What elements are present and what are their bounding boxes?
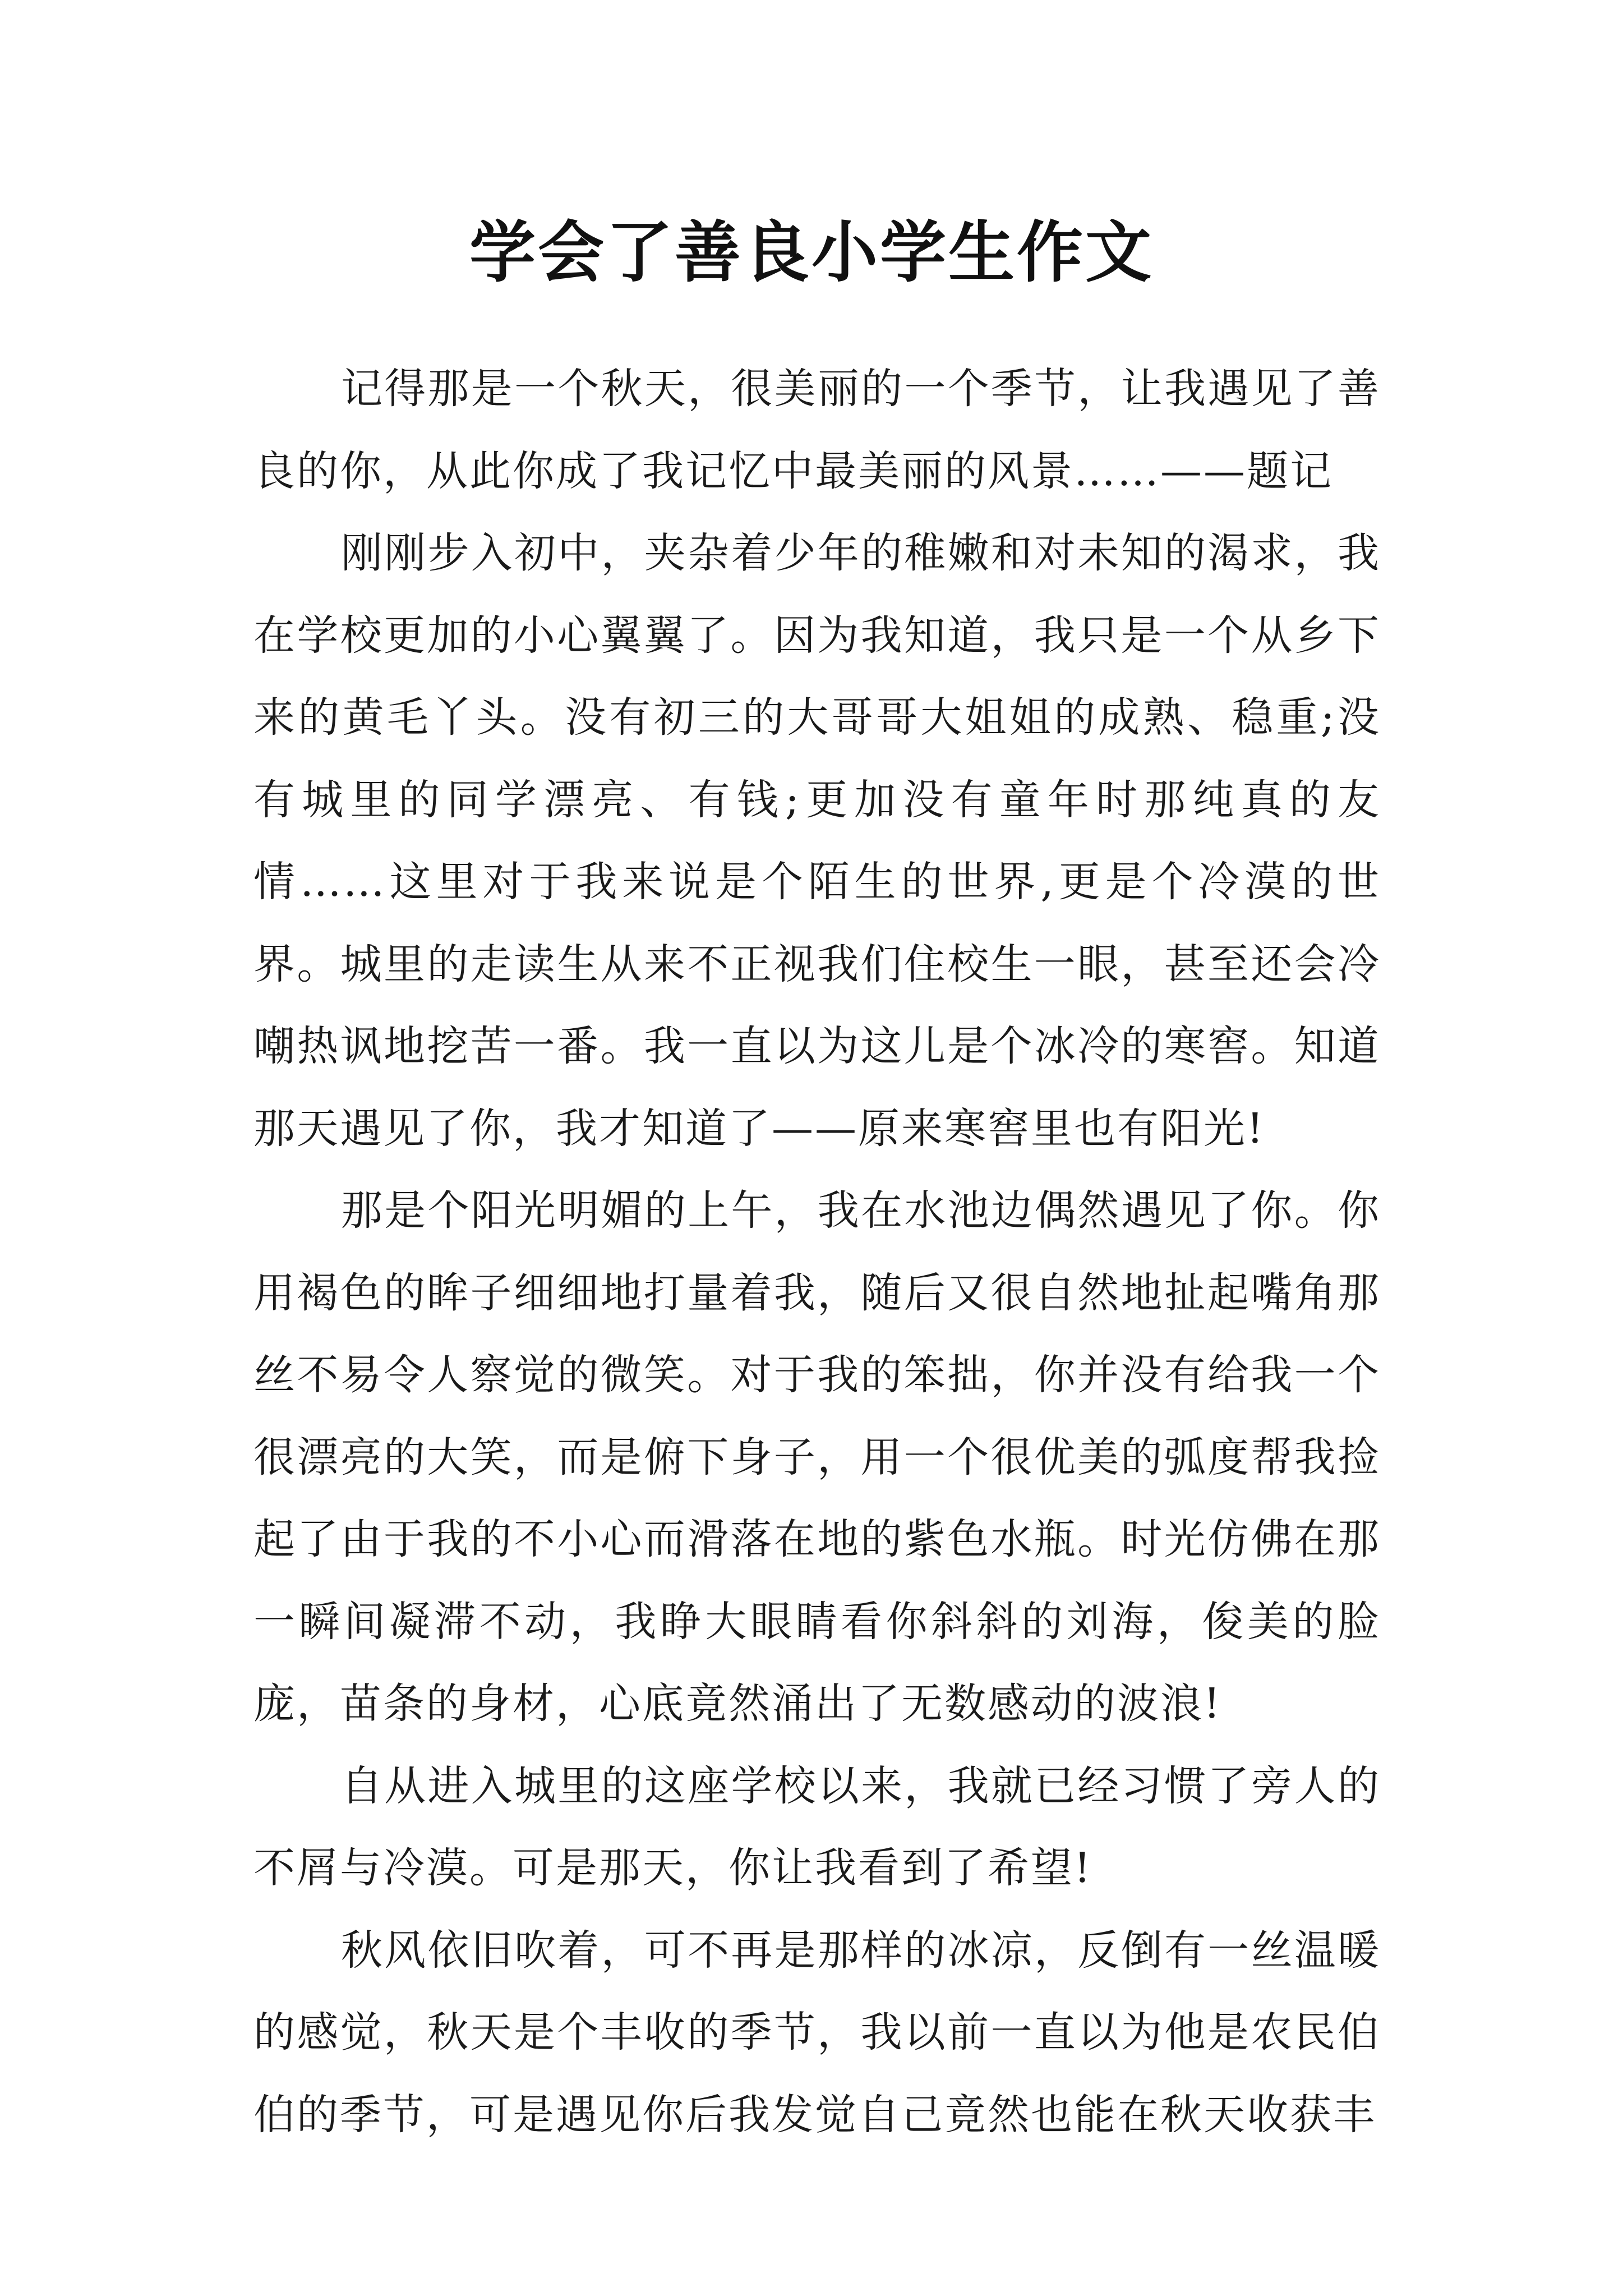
document-title: 学会了善良小学生作文 [469, 213, 1154, 291]
body-paragraph: 那是个阳光明媚的上午，我在水池边偶然遇见了你。你用褐色的眸子细细地打量着我，随后又很自然地扯起嘴角那丝不易令人察觉的微笑。对于我的笨拙，你并没有给我一个很漂亮的大笑，而是俯下身子，用一个很优美的弧度帮我捡起了由于我的不小心而滑落在地的紫色水瓶。时光仿佛在那一瞬间凝滞不动，我睁大眼睛看你斜斜的刘海，俊美的脸庞，苗条的身材，心底竟然涌出了无数感动的波浪! [253, 1186, 1381, 1728]
document-body [253, 348, 1381, 2156]
body-paragraph: 刚刚步入初中，夹杂着少年的稚嫩和对未知的渴求，我在学校更加的小心翼翼了。因为我知道，我只是一个从乡下来的黄毛丫头。没有初三的大哥哥大姐姐的成熟、稳重;没有城里的同学漂亮、有钱;更加没有童年时那纯真的友情……这里对于我来说是个陌生的世界,更是个冷漠的世界。城里的走读生从来不正视我们住校生一眼，甚至还会冷嘲热讽地挖苦一番。我一直以为这儿是个冰冷的寒窖。知道那天遇见了你，我才知道了——原来寒窖里也有阳光! [253, 529, 1381, 1153]
body-paragraph: 自从进入城里的这座学校以来，我就已经习惯了旁人的不屑与冷漠。可是那天，你让我看到了希望! [253, 1761, 1381, 1892]
epigraph-paragraph: 记得那是一个秋天，很美丽的一个季节，让我遇见了善良的你，从此你成了我记忆中最美丽的风景……——题记 [253, 365, 1381, 495]
body-paragraph: 秋风依旧吹着，可不再是那样的冰凉，反倒有一丝温暖的感觉，秋天是个丰收的季节，我以前一直以为他是农民伯伯的季节，可是遇见你后我发觉自己竟然也能在秋天收获丰 [253, 1926, 1381, 2139]
